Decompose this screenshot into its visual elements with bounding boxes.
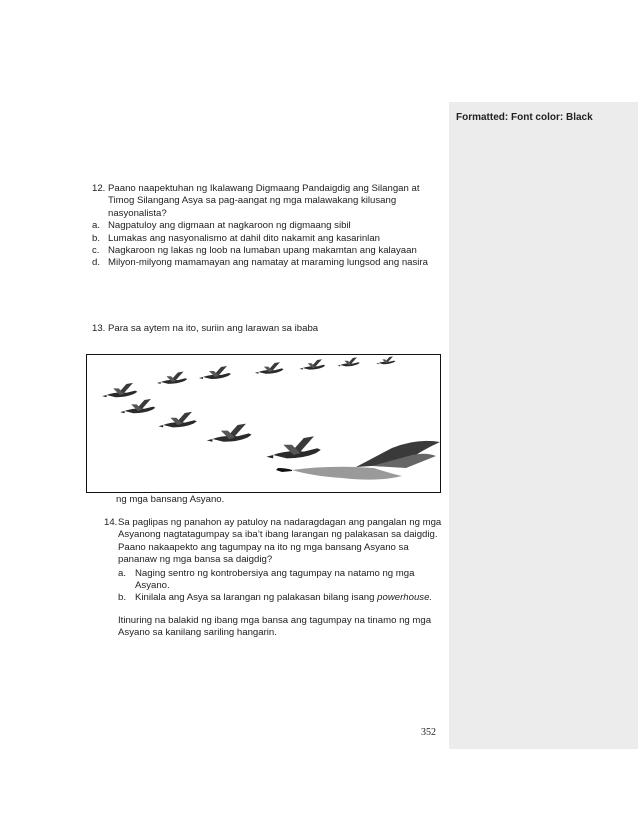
option-letter: c. bbox=[92, 245, 100, 257]
option-letter: a. bbox=[92, 220, 101, 232]
comment-label: Formatted: Font color: Black bbox=[456, 112, 593, 123]
question-13-stem: 13. Para sa aytem na ito, suriin ang larawan sa ibaba bbox=[92, 323, 319, 334]
question-14-option-c-text: Itinuring na balakid ng ibang mga bansa ang tagumpay na tinamo ng mga Asyano sa kanilang sariling hangarin. bbox=[118, 614, 432, 639]
continuation-text: ng mga bansang Asyano. bbox=[116, 494, 225, 505]
option-a bbox=[92, 220, 437, 232]
option-text-main: Kinilala ang Asya sa larangan ng palakasan bilang isang bbox=[135, 592, 375, 604]
question-14-number: 14. bbox=[104, 517, 118, 528]
flying-geese-illustration bbox=[87, 355, 440, 492]
option-text: Lumakas ang nasyonalismo at dahil dito nakamit ang kasarinlan bbox=[108, 232, 380, 244]
option-c bbox=[92, 245, 437, 257]
option-text-italic: powerhouse. bbox=[377, 592, 433, 604]
option-text: Milyon-milyong mamamayan ang namatay at maraming lungsod ang nasira bbox=[108, 257, 428, 269]
option-text: Naging sentro ng kontrobersiya ang tagumpay na natamo ng mga Asyano. bbox=[135, 567, 415, 592]
option-letter: b. bbox=[92, 232, 101, 244]
option-text bbox=[135, 592, 432, 604]
option-letter: a. bbox=[118, 567, 127, 579]
option-letter: d. bbox=[92, 257, 101, 269]
question-14 bbox=[104, 517, 449, 640]
comment-margin-panel bbox=[449, 102, 638, 749]
option-letter: b. bbox=[118, 592, 127, 604]
flying-geese-figure bbox=[86, 354, 441, 493]
option-text: Nagpatuloy ang digmaan at nagkaroon ng digmaang sibil bbox=[108, 220, 351, 232]
option-d bbox=[92, 257, 437, 269]
question-12 bbox=[92, 183, 437, 270]
option-text: Nagkaroon ng lakas ng loob na lumaban upang makamtan ang kalayaan bbox=[108, 245, 417, 257]
question-12-stem: 12. Paano naapektuhan ng Ikalawang Digmaang Pandaigdig ang Silangan at Timog Silangang Asya sa pag-aangat ng mga malawakang kilusang nasyonalista? bbox=[92, 183, 420, 219]
option-a bbox=[118, 568, 449, 593]
option-b bbox=[118, 592, 449, 604]
option-b bbox=[92, 233, 437, 245]
question-14-stem: Sa paglipas ng panahon ay patuloy na nadaragdagan ang pangalan ng mga Asyanong nagtatagumpay sa iba’t ibang larangan ng palakasan sa daigdig. Paano nakaapekto ang tagumpay na ito ng mga bansang Asyano sa pananaw ng mga bansa sa daigdig? bbox=[118, 517, 442, 566]
page-number: 352 bbox=[421, 727, 436, 738]
